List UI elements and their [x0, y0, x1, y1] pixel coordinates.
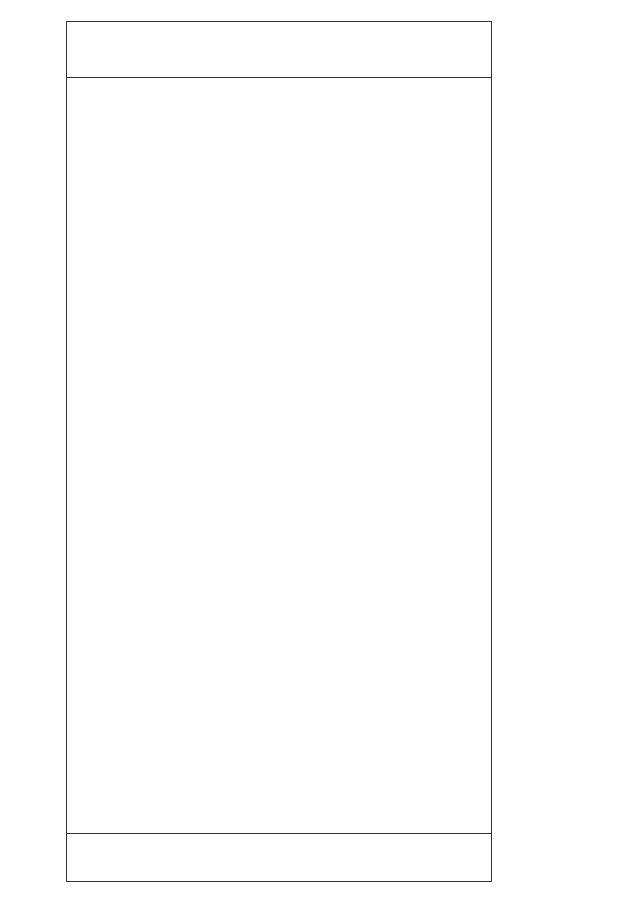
continuation-layer — [66, 22, 578, 882]
